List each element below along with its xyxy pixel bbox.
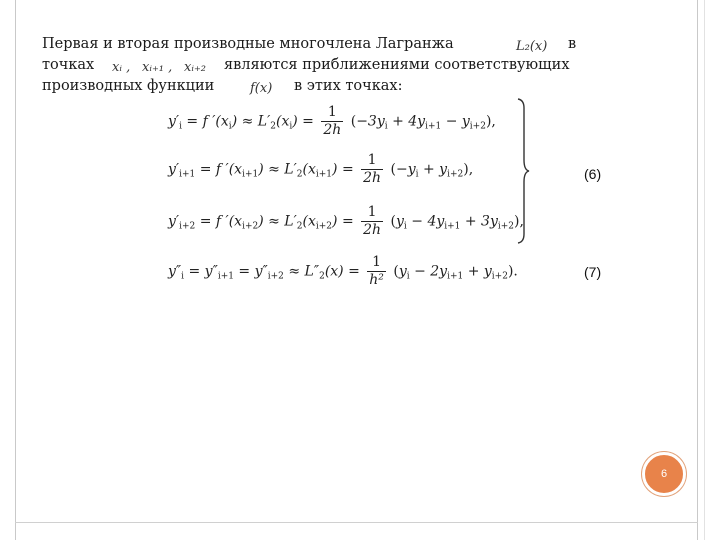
- slide-frame-left-line: [15, 0, 16, 540]
- paragraph-line-2: [42, 55, 602, 76]
- fraction-1-over-2h: $\frac{1}{2h}$: [363, 152, 382, 186]
- fraction-1-over-2h: $\frac{1}{2h}$: [363, 204, 382, 238]
- intro-paragraph: [42, 34, 602, 97]
- fraction-1-over-h2: $\frac{1}{\text{h²}}$: [369, 254, 384, 288]
- slide-frame-right-line: [697, 0, 698, 540]
- line1-text: Первая и вторая производные многочлена Лагранжа: [42, 36, 454, 52]
- equation-number-7: (7): [584, 264, 602, 280]
- line3-end-text: в этих точках:: [294, 78, 403, 94]
- page-number-badge: [642, 452, 686, 496]
- slide-frame-outer-line: [704, 0, 705, 540]
- formula-first-derivative-i1: $y'_{i+1} = f$ $'(x_{i+1}) \approx L'_2(x_{i+1})$ = $\frac{1}{2h}$ $(-y_i + y_{i+2})$,: [168, 152, 474, 186]
- lagrange-polynomial-symbol: L₂(x): [516, 39, 548, 54]
- paragraph-line-1: [42, 34, 602, 55]
- formula-first-derivative-i: $y'_i = f$ $'(x_i) \approx L'_2(x_i)$ = $\frac{1}{2h}$ $(-3y_i + 4y_{i+1} - y_{i+2})$,: [168, 104, 496, 138]
- function-fx-symbol: f(x): [250, 81, 273, 96]
- line2-end-text: являются приближениями соответствующих: [224, 57, 570, 73]
- formula-second-derivative: $y''_i = y''_{i+1} = y''_{i+2} \approx L''_2(x)$ = $\frac{1}{\text{h²}}$ $(y_i - 2y_{i+1} + y_{i+2})$.: [168, 254, 518, 288]
- equation-number-6: (6): [584, 166, 602, 182]
- line3-start-text: производных функции: [42, 78, 215, 94]
- line2-start-text: точках: [42, 57, 95, 73]
- right-brace: [516, 98, 530, 244]
- slide-frame-bottom-line: [15, 522, 698, 523]
- fraction-1-over-2h: $\frac{1}{2h}$: [323, 104, 342, 138]
- page-number: 6: [660, 468, 668, 480]
- paragraph-line-3: [42, 76, 602, 97]
- point-xi-symbol: xᵢ ,: [112, 60, 131, 75]
- line1-end-text: в: [568, 36, 577, 52]
- formula-first-derivative-i2: $y'_{i+2} = f$ $'(x_{i+2}) \approx L'_2(x_{i+2})$ = $\frac{1}{2h}$ $(y_i - 4y_{i+1} + 3y_{i+2})$,: [168, 204, 524, 238]
- point-xi1-symbol: xᵢ₊₁ ,: [142, 60, 173, 75]
- point-xi2-symbol: xᵢ₊₂: [184, 60, 207, 75]
